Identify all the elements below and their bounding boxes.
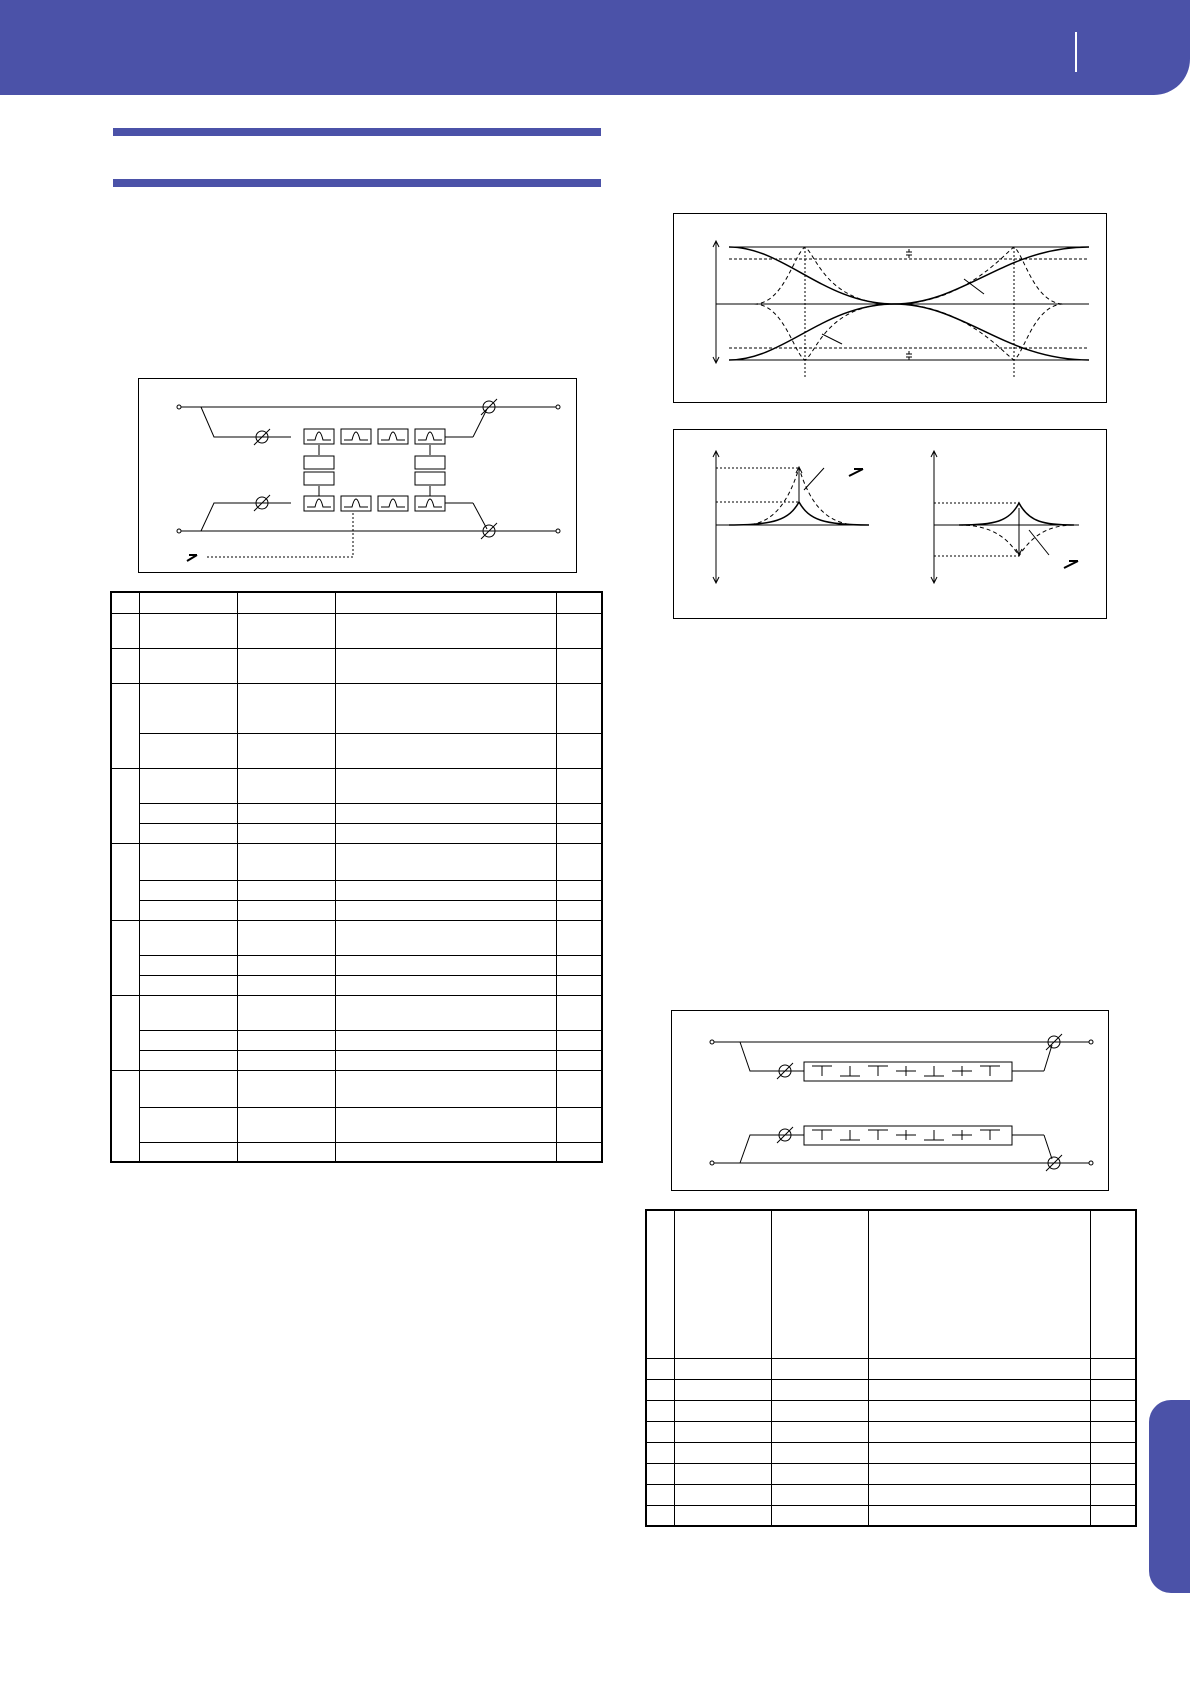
section-rule-bottom <box>113 179 601 187</box>
block-diagram-left-svg <box>139 379 578 574</box>
block-diagram-left <box>138 378 577 573</box>
curve-graph-top <box>673 213 1107 403</box>
parameter-table-left <box>110 591 603 1163</box>
resonance-graph <box>673 429 1107 619</box>
parameter-table-right <box>645 1209 1137 1527</box>
section-rule-top <box>113 128 601 136</box>
page-header-band <box>0 0 1190 95</box>
chapter-side-tab <box>1149 1400 1190 1593</box>
curve-graph-top-svg <box>674 214 1108 404</box>
block-diagram-right-svg <box>672 1011 1110 1192</box>
block-diagram-right <box>671 1010 1109 1191</box>
header-divider-mark <box>1075 32 1077 72</box>
resonance-graph-svg <box>674 430 1108 620</box>
